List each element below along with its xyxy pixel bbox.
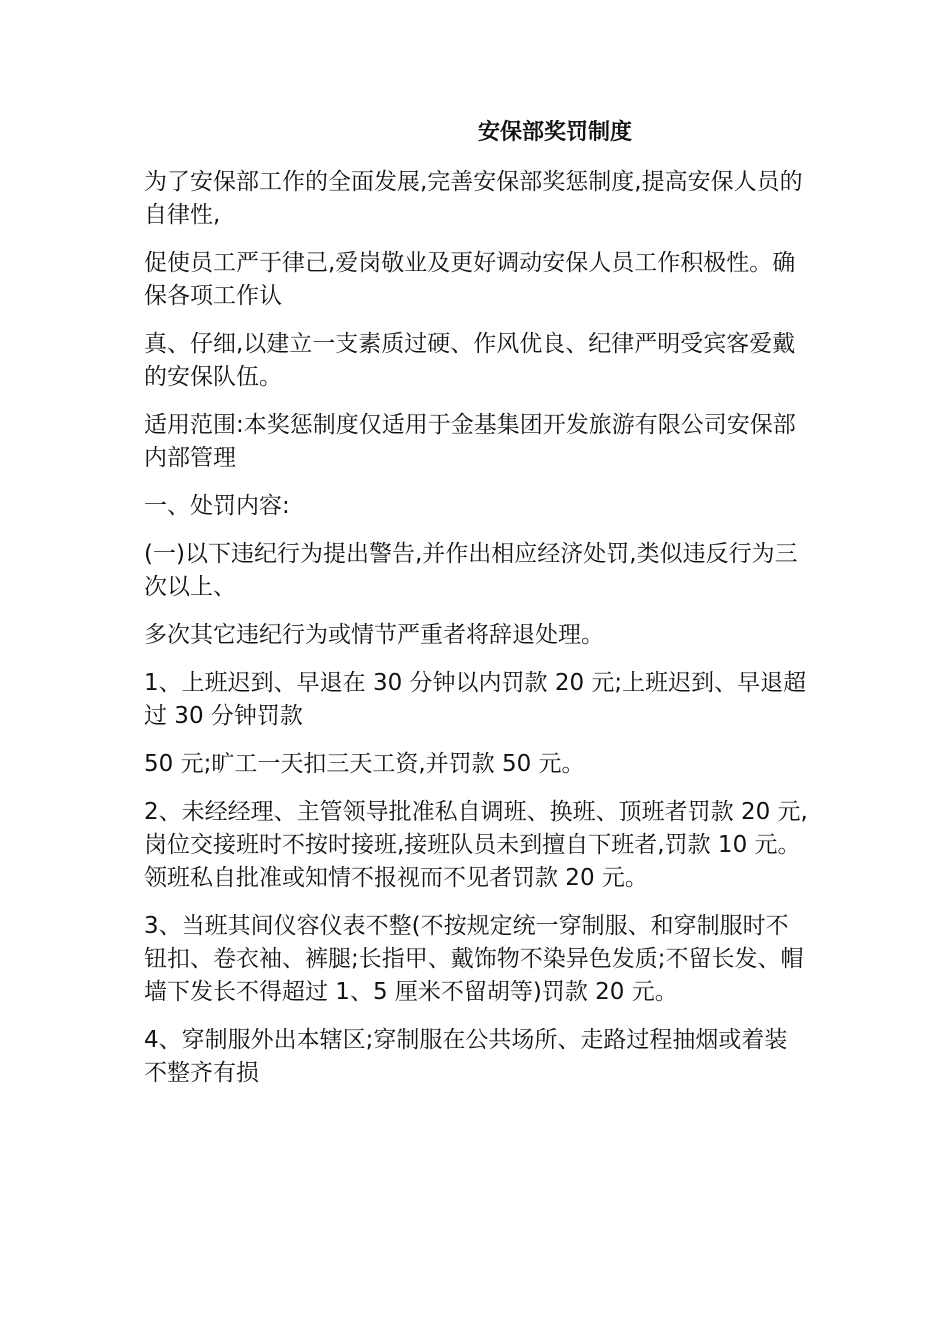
paragraph: 为了安保部工作的全面发展,完善安保部奖惩制度,提高安保人员的自律性,: [144, 169, 803, 228]
paragraph: 50 元;旷工一天扣三天工资,并罚款 50 元。: [144, 751, 585, 777]
list-item: 3、当班其间仪容仪表不整(不按规定统一穿制服、和穿制服时不钮扣、卷衣袖、裤腿;长指甲、戴饰物不染异色发质;不留长发、帽墙下发长不得超过 1、5 厘米不留胡等)罚款 20 元。: [144, 913, 804, 1005]
paragraph: 多次其它违纪行为或情节严重者将辞退处理。: [144, 622, 604, 648]
list-item: 1、上班迟到、早退在 30 分钟以内罚款 20 元;上班迟到、早退超过 30 分钟罚款: [144, 670, 807, 729]
paragraph: 真、仔细,以建立一支素质过硬、作风优良、纪律严明受宾客爱戴的安保队伍。: [144, 331, 796, 390]
paragraph: (一)以下违纪行为提出警告,并作出相应经济处罚,类似违反行为三次以上、: [144, 541, 798, 600]
list-item: 4、穿制服外出本辖区;穿制服在公共场所、走路过程抽烟或着装不整齐有损: [144, 1027, 788, 1086]
section-heading: 一、处罚内容:: [144, 493, 290, 519]
document-body: [144, 166, 809, 1105]
paragraph: 促使员工严于律己,爱岗敬业及更好调动安保人员工作积极性。确保各项工作认: [144, 250, 796, 309]
paragraph: 适用范围:本奖惩制度仅适用于金基集团开发旅游有限公司安保部内部管理: [144, 412, 796, 471]
document-title: 安保部奖罚制度: [478, 120, 633, 145]
list-item: 2、未经经理、主管领导批准私自调班、换班、顶班者罚款 20 元,岗位交接班时不按时接班,接班队员未到擅自下班者,罚款 10 元。领班私自批准或知情不报视而不见者罚款 20 元。: [144, 799, 808, 891]
